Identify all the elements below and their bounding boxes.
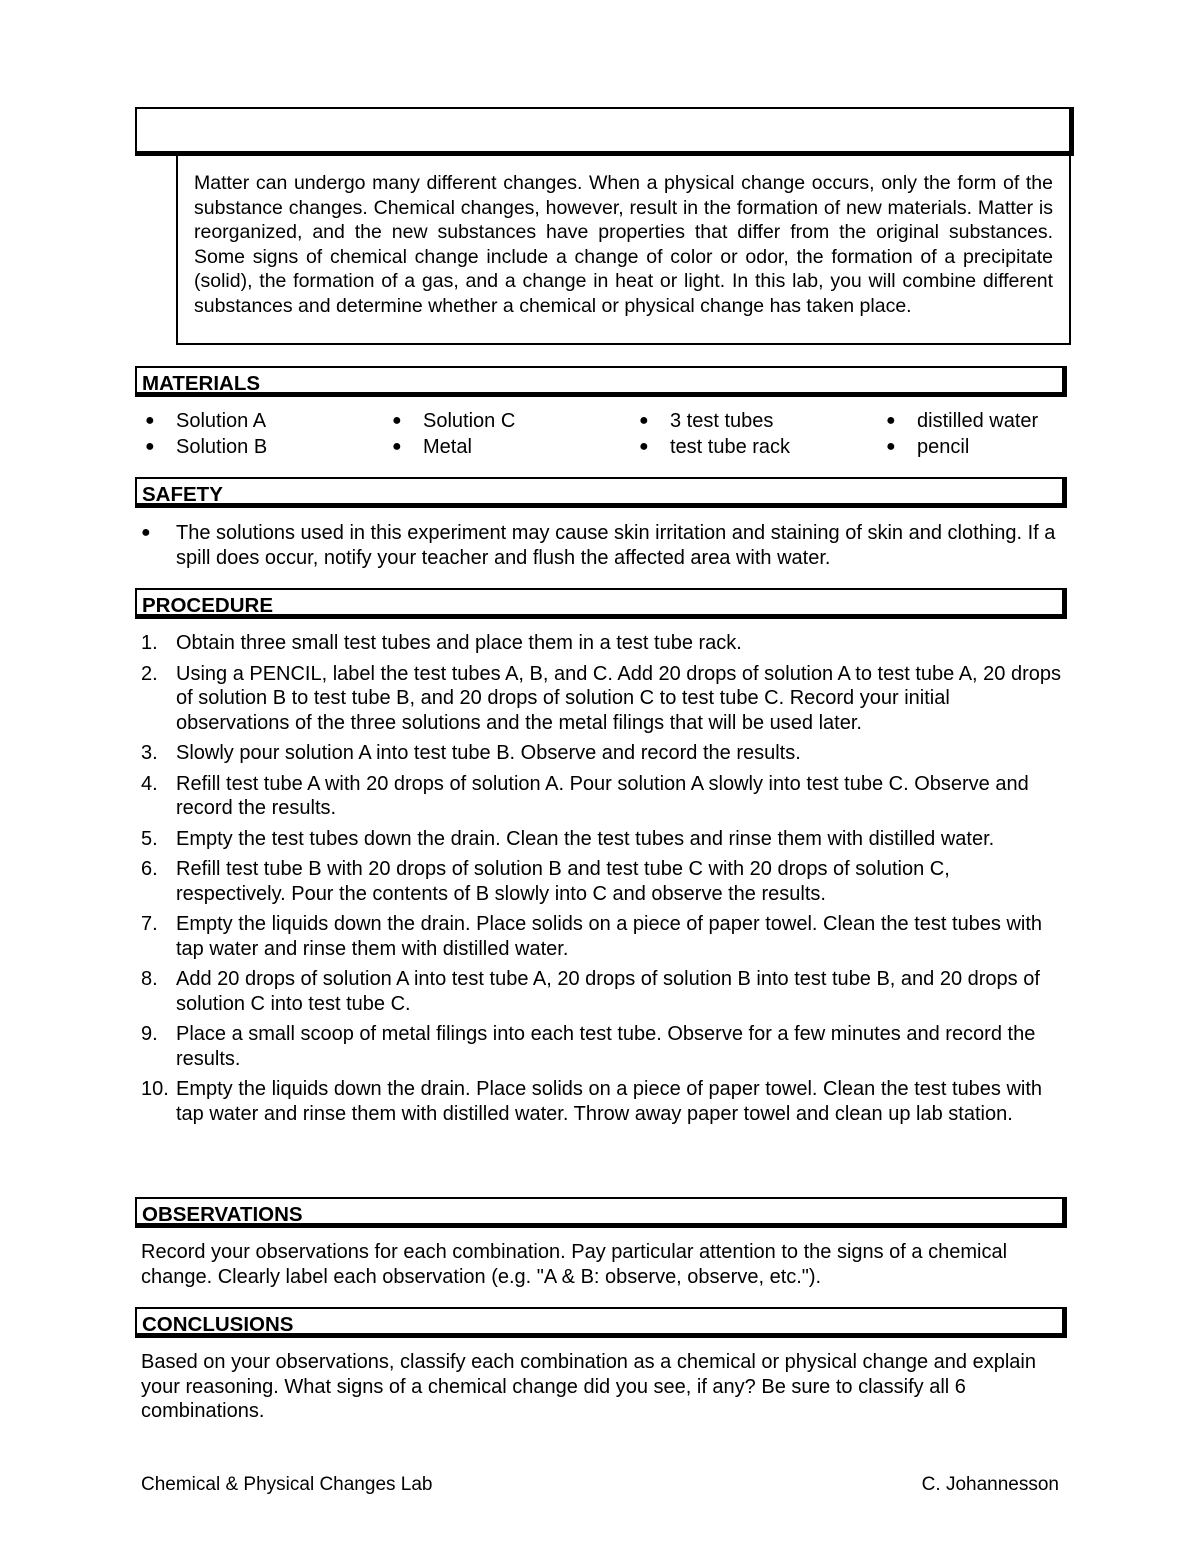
procedure-step-4: 4. Refill test tube A with 20 drops of solution A. Pour solution A slowly into test tube C. Observe and record the results.	[141, 772, 1029, 819]
procedure-step-6: 6. Refill test tube B with 20 drops of solution B and test tube C with 20 drops of solution C, respectively. Pour the contents of B slowly into C and observe the results.	[141, 858, 950, 905]
footer-title: Chemical & Physical Changes Lab	[141, 1474, 433, 1495]
procedure-heading: PROCEDURE	[135, 588, 1067, 619]
bullet-icon: ●	[392, 412, 402, 429]
bullet-icon: ●	[886, 412, 896, 429]
procedure-list	[141, 631, 1061, 1132]
bullet-icon: ●	[392, 438, 402, 455]
bullet-icon: ●	[886, 438, 896, 455]
materials-heading: MATERIALS	[135, 366, 1067, 397]
procedure-step-5: 5. Empty the test tubes down the drain. Clean the test tubes and rinse them with distilled water.	[141, 827, 995, 850]
observations-text: Record your observations for each combination. Pay particular attention to the signs of a chemical change. Clearly label each observation (e.g. "A & B: observe, observe, etc.").	[141, 1241, 1008, 1288]
list-item: ● Solution C	[392, 410, 516, 432]
intro-text: Matter can undergo many different changes. When a physical change occurs, only the form of the substance changes. Chemical changes, however, result in the formation of new materials. Matter is reorganized, and the new substances have properties that differ from the original substances. Some signs of chemical change include a change of color or odor, the formation of a precipitate (solid), the formation of a gas, and a change in heat or light. In this lab, you will combine different substances and determine whether a chemical or physical change has taken place.	[194, 172, 1053, 317]
bullet-icon: ●	[145, 412, 155, 429]
list-item: ● Solution B	[145, 436, 268, 458]
bullet-icon: ●	[141, 524, 151, 541]
footer-author: C. Johannesson	[921, 1474, 1059, 1495]
procedure-step-2: 2. Using a PENCIL, label the test tubes A, B, and C. Add 20 drops of solution A to test tube A, 20 drops of solution B to test tube B, and 20 drops of solution C to test tube C. Record your initial observations of the three solutions and the metal filings that will be used later.	[141, 662, 1061, 734]
list-item: ● test tube rack	[639, 436, 791, 458]
list-item: ● 3 test tubes	[639, 410, 774, 432]
procedure-step-3: 3. Slowly pour solution A into test tube B. Observe and record the results.	[141, 742, 801, 764]
safety-item: ● The solutions used in this experiment may cause skin irritation and staining of skin and clothing. If a spill does occur, notify your teacher and flush the affected area with water.	[141, 522, 1056, 569]
materials-column-1	[141, 408, 267, 460]
procedure-step-7: 7. Empty the liquids down the drain. Place solids on a piece of paper towel. Clean the test tubes with tap water and rinse them with distilled water.	[141, 913, 1043, 960]
observations-heading: OBSERVATIONS	[135, 1197, 1067, 1228]
materials-column-3	[635, 408, 790, 460]
title-box	[135, 107, 1074, 156]
conclusions-text: Based on your observations, classify each combination as a chemical or physical change and explain your reasoning. What signs of a chemical change did you see, if any? Be sure to classify all 6 combinations.	[141, 1351, 1036, 1422]
intro-box	[176, 154, 1071, 345]
bullet-icon: ●	[639, 412, 649, 429]
bullet-icon: ●	[639, 438, 649, 455]
procedure-step-8: 8. Add 20 drops of solution A into test tube A, 20 drops of solution B into test tube B, and 20 drops of solution C into test tube C.	[141, 968, 1040, 1015]
list-item: ● pencil	[886, 436, 970, 458]
procedure-step-9: 9. Place a small scoop of metal filings into each test tube. Observe for a few minutes and record the results.	[141, 1023, 1036, 1070]
safety-heading: SAFETY	[135, 477, 1067, 508]
list-item: ● Solution A	[145, 410, 267, 432]
bullet-icon: ●	[145, 438, 155, 455]
list-item: ● distilled water	[886, 410, 1039, 432]
procedure-step-10: 10. Empty the liquids down the drain. Place solids on a piece of paper towel. Clean the test tubes with tap water and rinse them with distilled water. Throw away paper towel and clean up lab station.	[141, 1078, 1043, 1125]
list-item: ● Metal	[392, 436, 472, 458]
conclusions-heading: CONCLUSIONS	[135, 1307, 1067, 1338]
procedure-step-1: 1. Obtain three small test tubes and place them in a test tube rack.	[141, 632, 742, 654]
materials-column-4	[882, 408, 1038, 460]
materials-column-2	[388, 408, 515, 460]
